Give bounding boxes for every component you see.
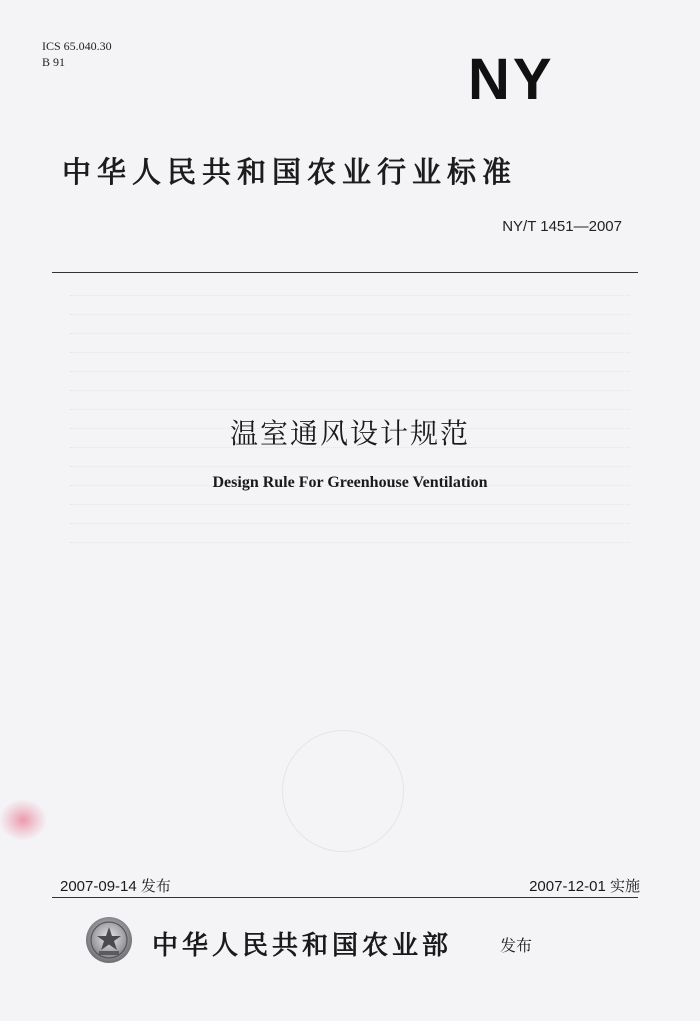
pink-ink-mark (0, 800, 46, 840)
national-emblem-icon (84, 915, 134, 965)
standard-title: 中华人民共和国农业行业标准 (62, 155, 518, 189)
ny-logo: NY (468, 47, 555, 112)
class-code: B 91 (42, 55, 66, 69)
implementation-date: 2007-12-01 实施 (529, 878, 640, 895)
top-divider (52, 272, 638, 273)
standard-code: NY/T 1451—2007 (502, 218, 622, 235)
bottom-divider (52, 897, 638, 898)
faint-stamp (282, 730, 404, 852)
classification-codes (42, 38, 112, 70)
ministry-name: 中华人民共和国农业部 (152, 931, 453, 961)
publish-label: 发布 (500, 936, 533, 955)
document-title: 温室通风设计规范 (229, 417, 470, 450)
ics-code: ICS 65.040.30 (42, 39, 112, 53)
document-title-english: Design Rule For Greenhouse Ventilation (212, 474, 488, 491)
issue-date: 2007-09-14 发布 (60, 878, 171, 895)
